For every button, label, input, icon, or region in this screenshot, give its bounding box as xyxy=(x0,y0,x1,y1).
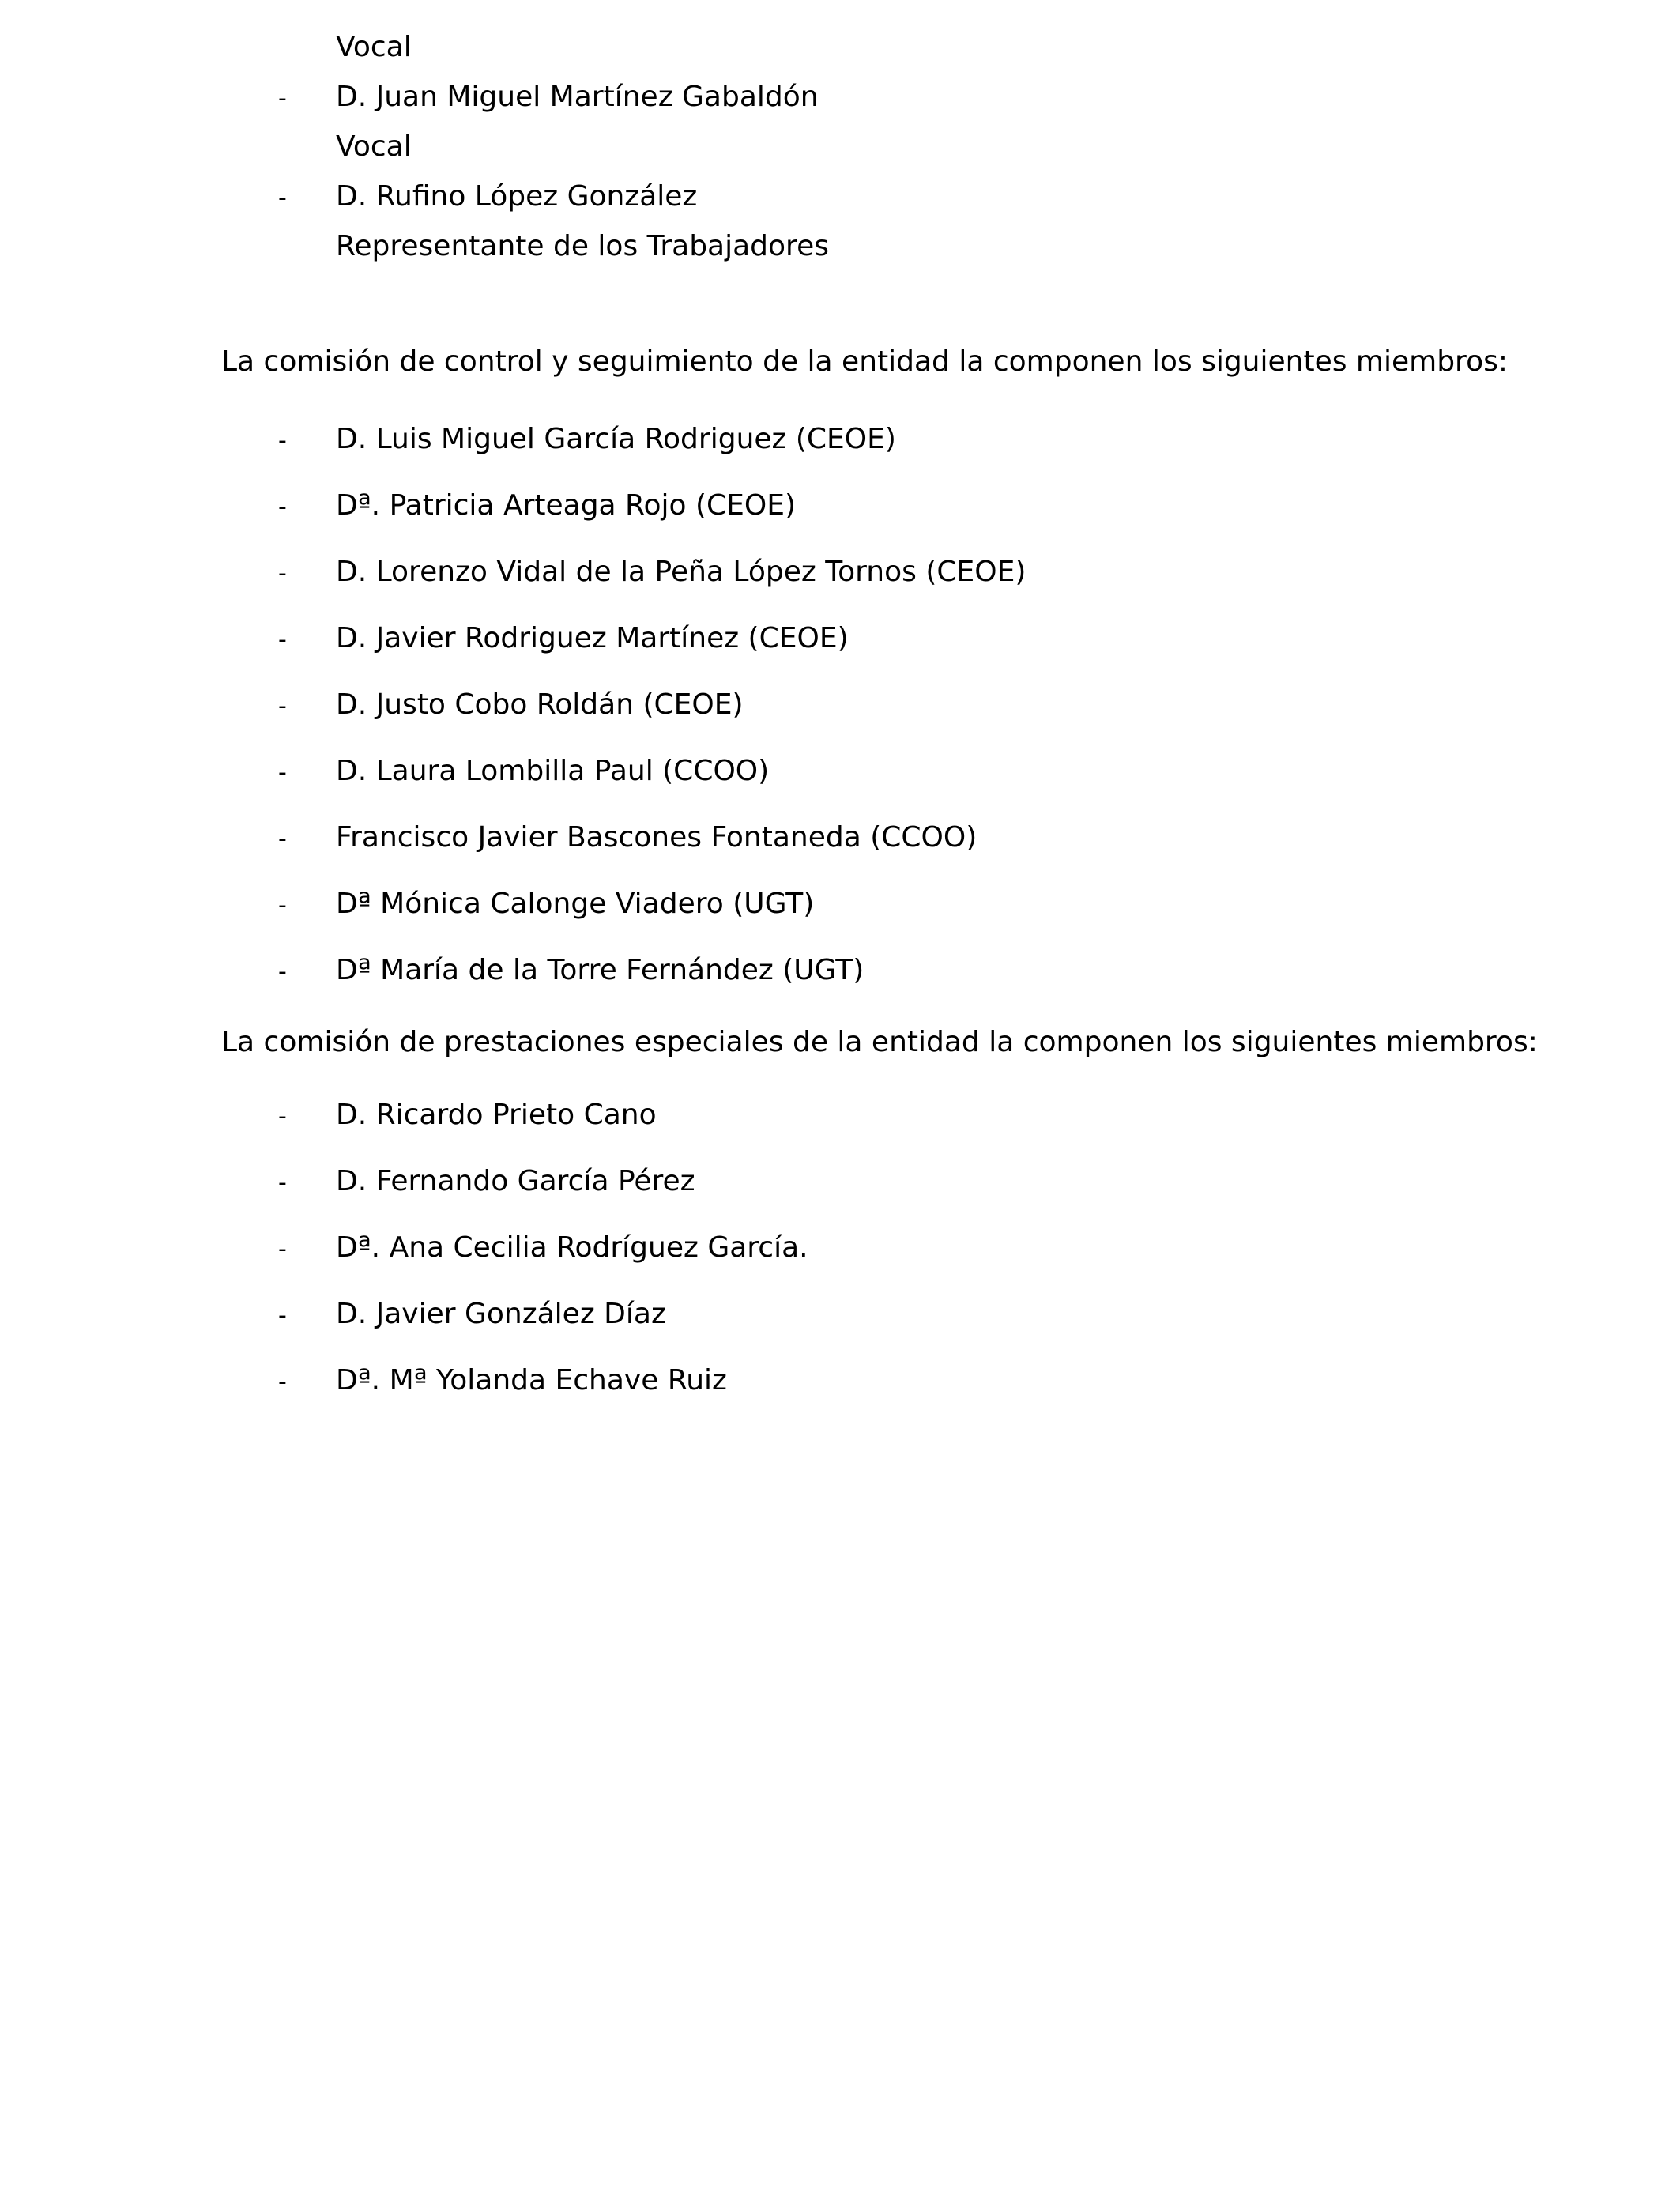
list-item: Dª Mónica Calonge Viadero (UGT) xyxy=(336,888,815,920)
list-dash: - xyxy=(278,1169,287,1197)
control-commission-intro: La comisión de control y seguimiento de la entidad la componen los siguientes miembros: xyxy=(221,345,1508,378)
list-item: Dª María de la Torre Fernández (UGT) xyxy=(336,954,864,986)
list-dash: - xyxy=(278,1368,287,1396)
list-dash: - xyxy=(278,692,287,720)
list-dash: - xyxy=(278,184,287,212)
list-dash: - xyxy=(278,1103,287,1130)
member-name: D. Rufino López González xyxy=(336,180,698,213)
list-item: D. Lorenzo Vidal de la Peña López Tornos (CEOE) xyxy=(336,556,1026,588)
list-item: D. Javier González Díaz xyxy=(336,1298,666,1330)
list-dash: - xyxy=(278,892,287,919)
list-dash: - xyxy=(278,1235,287,1263)
list-dash: - xyxy=(278,958,287,986)
list-dash: - xyxy=(278,427,287,454)
list-item: Francisco Javier Bascones Fontaneda (CCOO) xyxy=(336,821,977,854)
list-dash: - xyxy=(278,759,287,786)
list-item: D. Laura Lombilla Paul (CCOO) xyxy=(336,755,770,787)
list-dash: - xyxy=(278,85,287,112)
list-item: Dª. Patricia Arteaga Rojo (CEOE) xyxy=(336,489,796,522)
role-vocal-1: Vocal xyxy=(336,31,412,63)
list-dash: - xyxy=(278,493,287,521)
list-item: D. Javier Rodriguez Martínez (CEOE) xyxy=(336,622,849,654)
member-name: D. Juan Miguel Martínez Gabaldón xyxy=(336,81,819,113)
list-item: D. Luis Miguel García Rodriguez (CEOE) xyxy=(336,423,896,455)
list-dash: - xyxy=(278,560,287,587)
role-workers-representative: Representante de los Trabajadores xyxy=(336,230,829,262)
list-item: Dª. Ana Cecilia Rodríguez García. xyxy=(336,1231,808,1264)
role-vocal-2: Vocal xyxy=(336,130,412,163)
list-item: D. Fernando García Pérez xyxy=(336,1165,695,1197)
list-dash: - xyxy=(278,626,287,654)
special-commission-intro: La comisión de prestaciones especiales de la entidad la componen los siguientes miembros: xyxy=(221,1026,1538,1058)
list-item: Dª. Mª Yolanda Echave Ruiz xyxy=(336,1364,727,1397)
list-item: D. Ricardo Prieto Cano xyxy=(336,1099,657,1131)
list-dash: - xyxy=(278,825,287,853)
list-item: D. Justo Cobo Roldán (CEOE) xyxy=(336,688,744,721)
list-dash: - xyxy=(278,1302,287,1329)
